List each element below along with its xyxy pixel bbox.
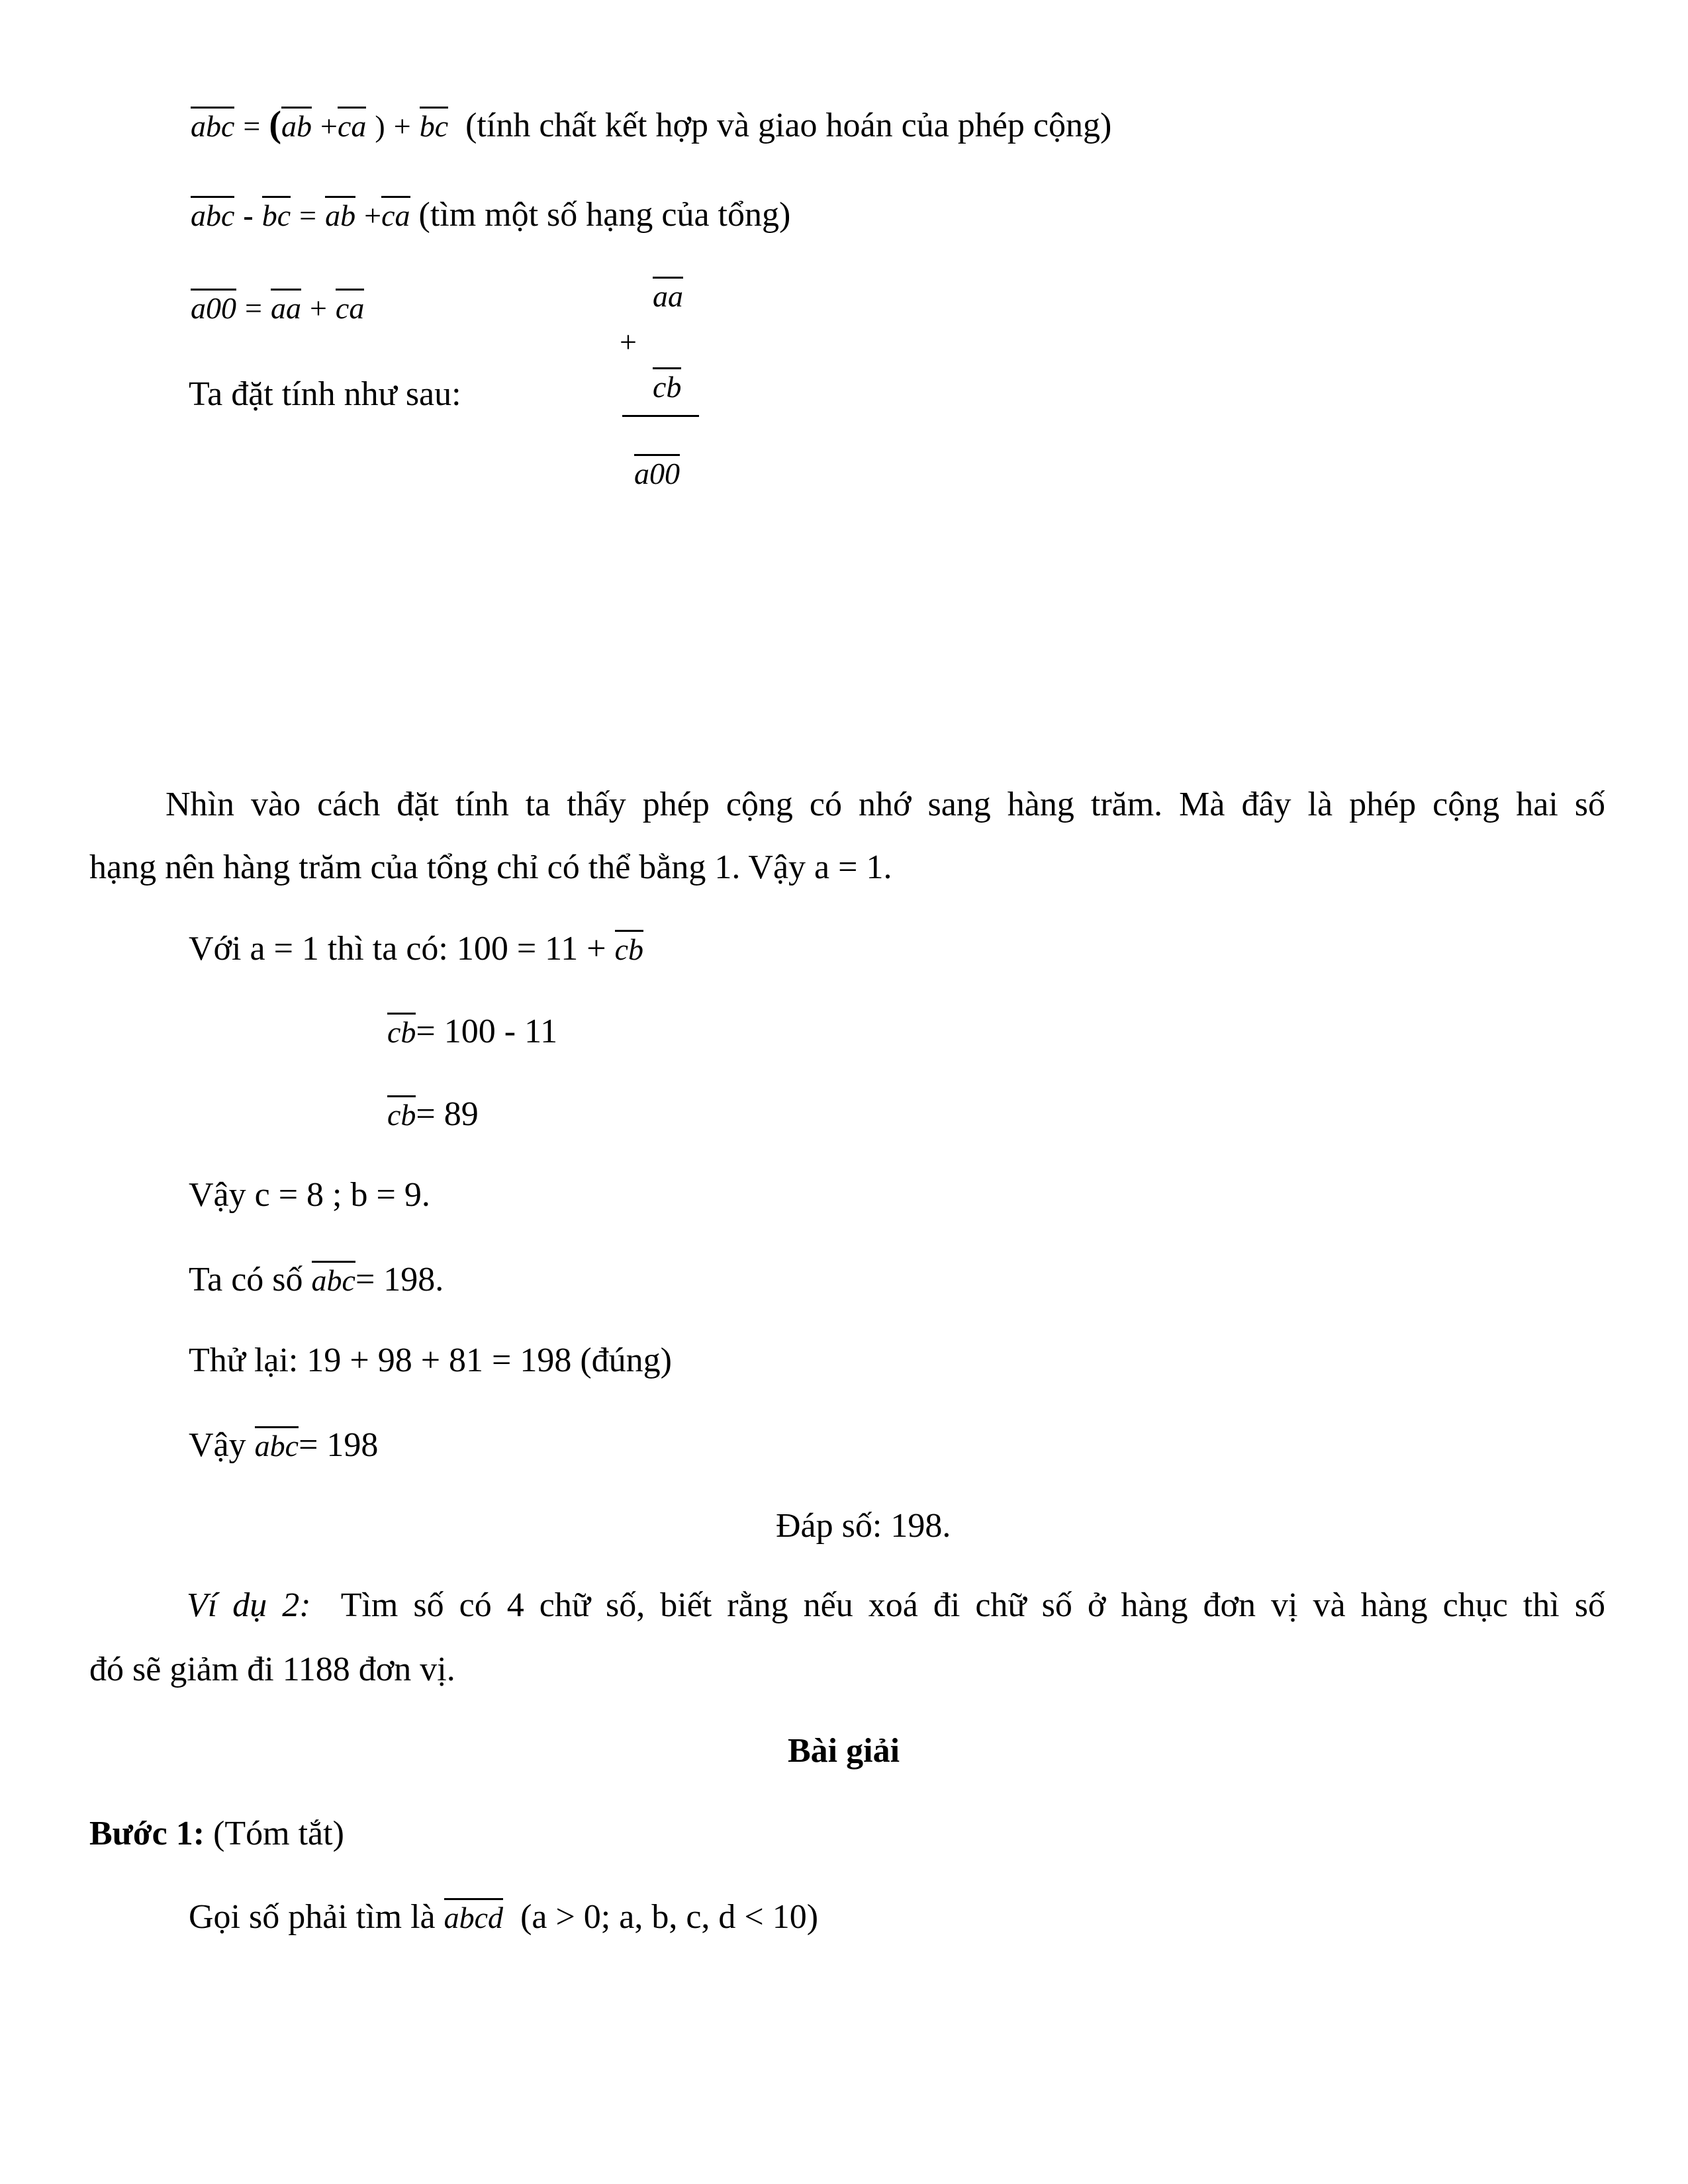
equation-2-note: (tìm một số hạng của tổng) [418,196,791,234]
solution-title: Bài giải [788,1732,900,1770]
step-line-a: Với a = 1 thì ta có: 100 = 11 + cb [189,930,643,968]
answer-line: Đáp số: 198. [776,1507,951,1545]
equation-1: abc = (ab +ca ) + bc (tính chất kết hợp và giao hoán của phép cộng) [191,104,1112,145]
equation-2: abc - bc = ab +ca (tìm một số hạng của tổng) [191,196,791,234]
conclusion-digits: Vậy c = 8 ; b = 9. [189,1176,430,1214]
column-result: a00 [634,454,680,489]
let-statement: Gọi số phải tìm là abcd (a > 0; a, b, c, d < 10) [189,1898,819,1936]
example-2-line-2: đó sẽ giảm đi 1188 đơn vị. [89,1651,455,1688]
step-line-b: cb= 100 - 11 [387,1013,558,1050]
column-addition-label: Ta đặt tính như sau: [189,375,461,413]
paragraph-line-2: hạng nên hàng trăm của tổng chỉ có thể bằng 1. Vậy a = 1. [89,848,892,886]
have-number: Ta có số abc= 198. [189,1261,444,1298]
equation-1-note: (tính chất kết hợp và giao hoán của phép cộng) [465,107,1112,144]
column-top-term: aa [653,277,683,312]
paragraph-line-1: Nhìn vào cách đặt tính ta thấy phép cộng có nhớ sang hàng trăm. Mà đây là phép cộng hai số [165,786,1605,823]
example-2-line-1: Ví dụ 2: Tìm số có 4 chữ số, biết rằng nếu xoá đi chữ số ở hàng đơn vị và hàng chục thì số [187,1586,1606,1624]
example-2-label: Ví dụ 2: [187,1586,311,1624]
check-line: Thử lại: 19 + 98 + 81 = 198 (đúng) [189,1342,672,1379]
conclusion-number: Vậy abc= 198 [189,1426,379,1464]
step-line-c: cb= 89 [387,1095,479,1133]
column-addition-rule [622,415,699,417]
step-1-heading: Bước 1: (Tóm tắt) [89,1815,344,1852]
equation-3: a00 = aa + ca [191,289,364,325]
math-abc: abc [191,107,234,142]
column-plus-sign: + [620,325,637,359]
column-bottom-term: cb [653,367,681,402]
